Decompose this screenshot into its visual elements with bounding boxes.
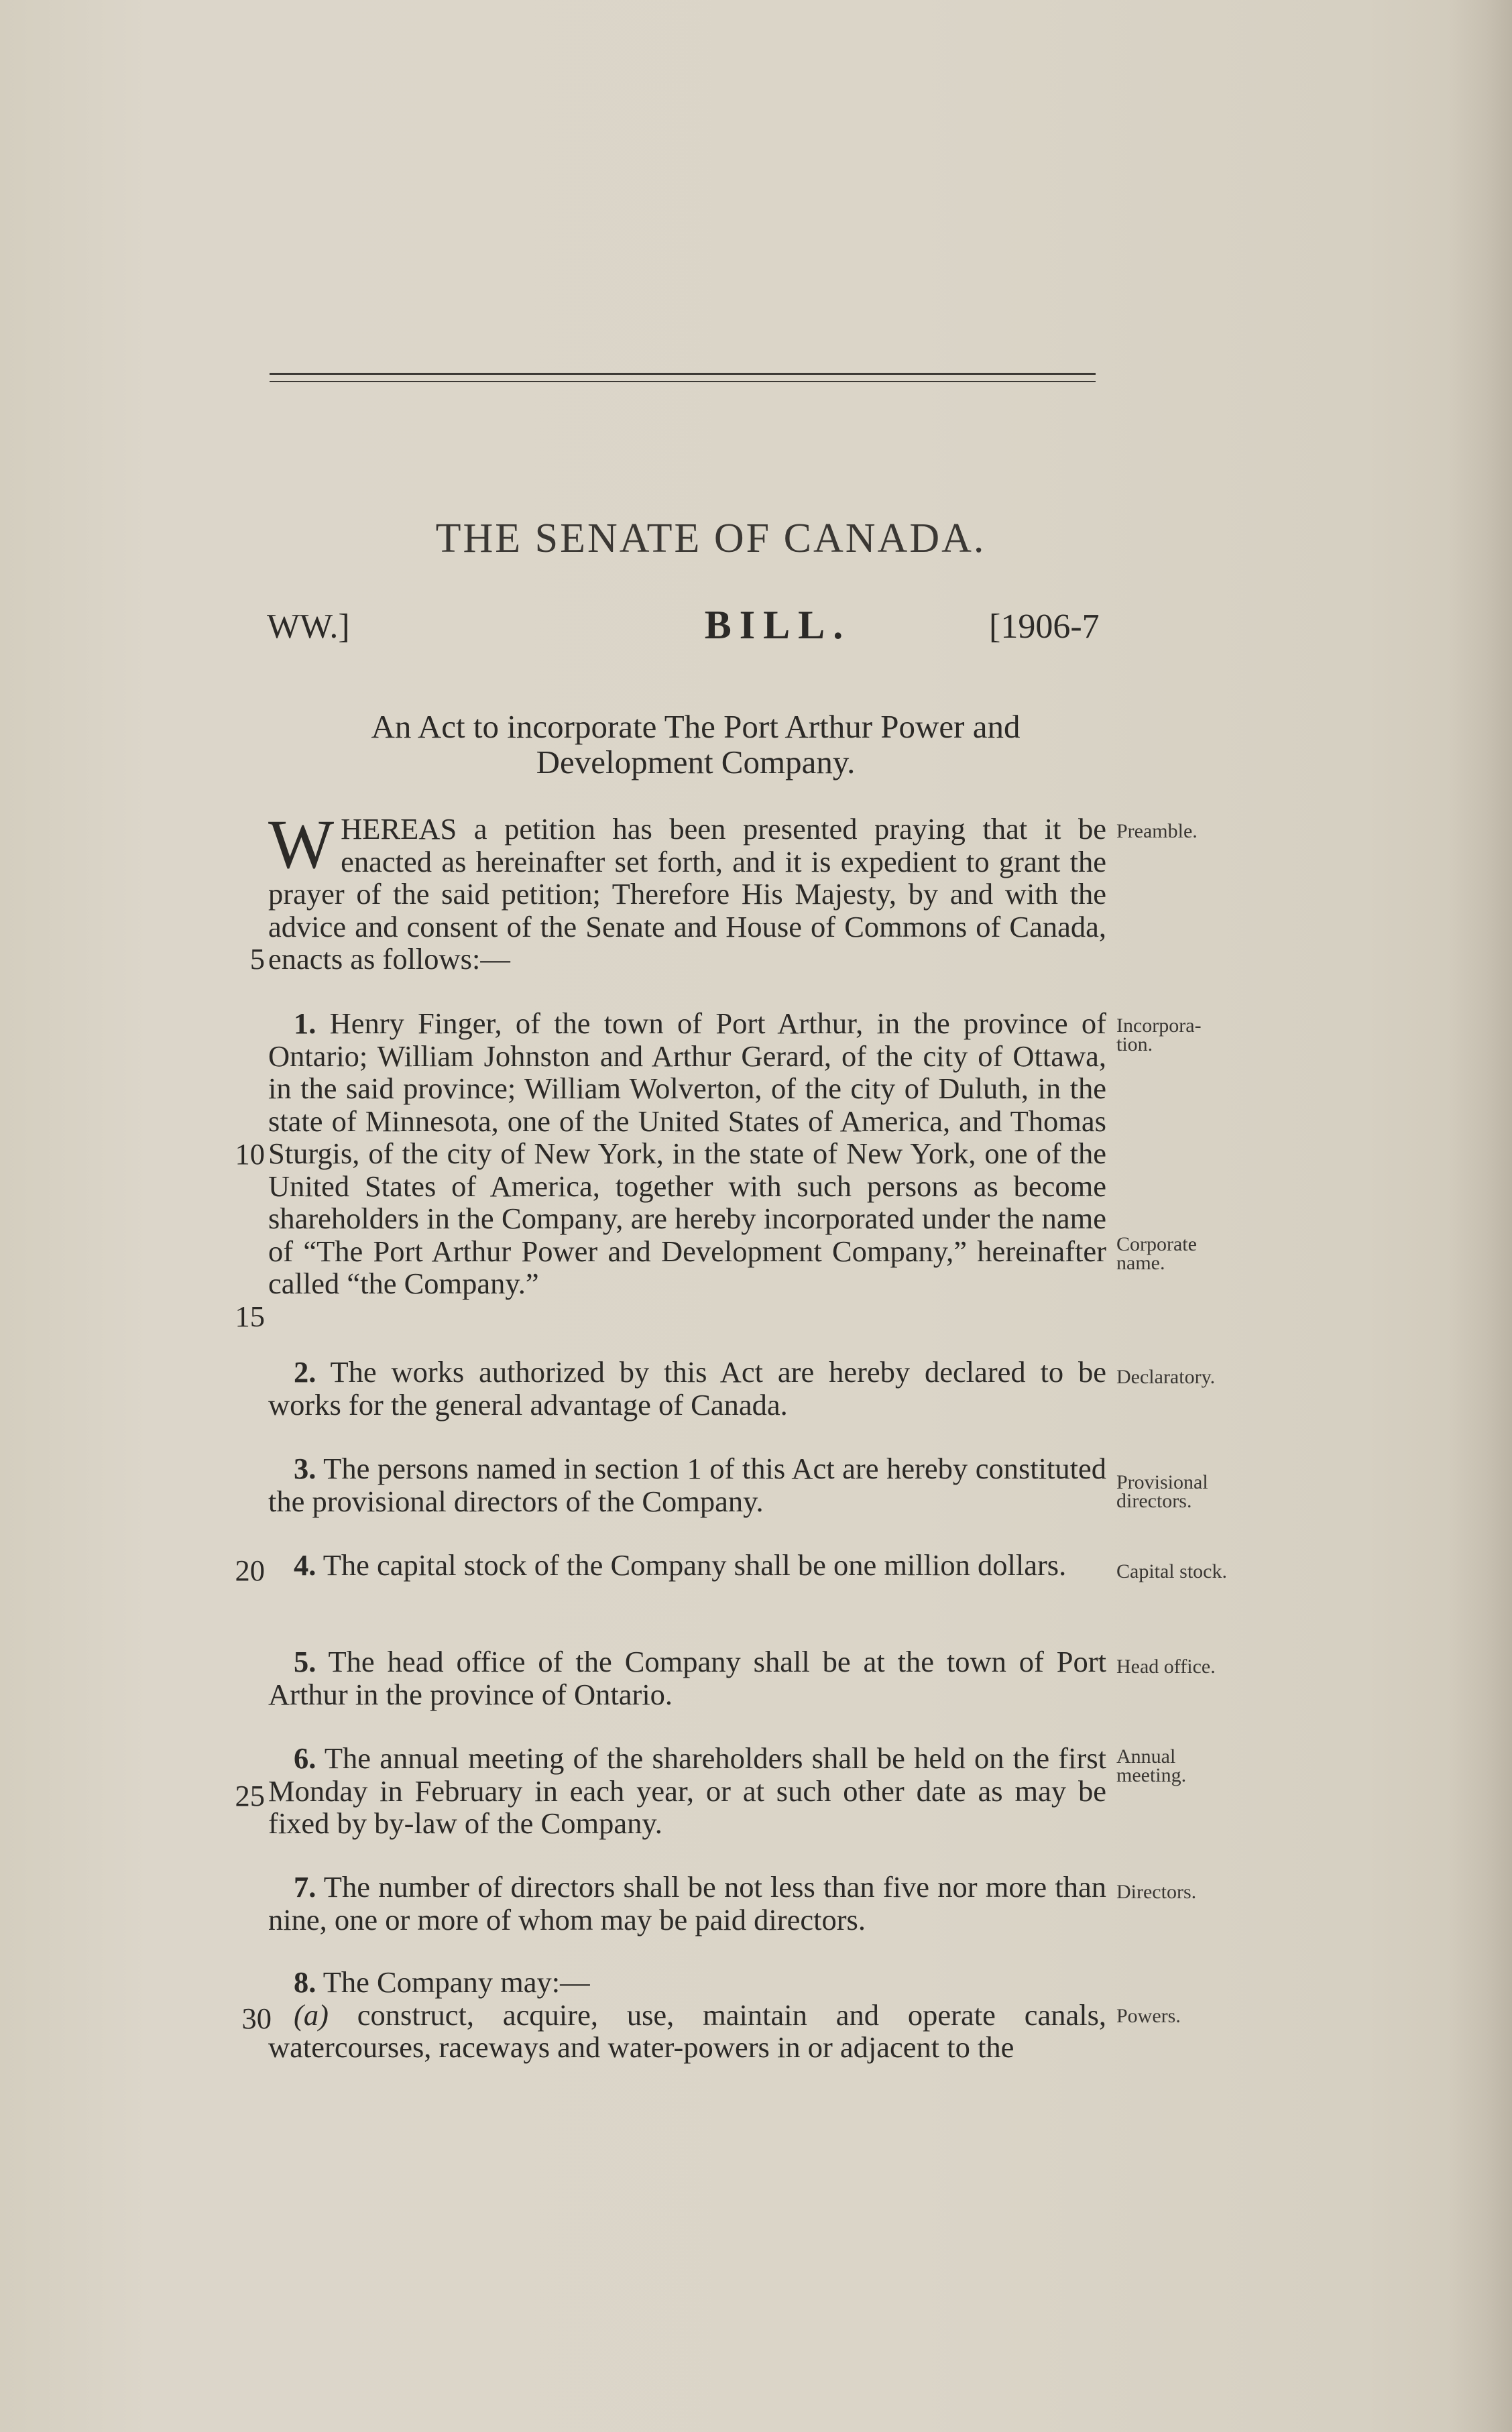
section-text: Henry Finger, of the town of Port Arthur, in the province of Ontario; William Johnston and Arthur Gerard, of the city of Ottawa, in the said province; William Wolverton, of the city of Duluth, in the state of Minnesota, one of the United States of America, and Thomas Sturgis, of the city of New York, in the state of New York, one of the United States of America, together with such persons as become shareholders in the Company, are hereby incorporated under the name of “The Port Arthur Power and Development Company,” hereinafter called “the Company.” [268,1006,1106,1300]
section-8 [268,1966,1106,2064]
marginal-note-head-office: Head office. [1116,1656,1216,1678]
section-text: The head office of the Company shall be at the town of Port Arthur in the province of Ontario. [268,1645,1106,1711]
bill-title-line-1: An Act to incorporate The Port Arthur Power and [371,708,1021,745]
marginal-note-declaratory: Declaratory. [1116,1366,1216,1388]
section-number: 5. [294,1645,316,1678]
header-rule-top [270,373,1096,375]
section-7 [268,1871,1106,1936]
section-text: The number of directors shall be not less than five nor more than nine, one or more of whom may be paid directors. [268,1870,1106,1936]
marginal-note-preamble: Preamble. [1116,820,1198,842]
bill-title-line-2: Development Company. [536,744,856,780]
preamble [268,806,1106,976]
section-text: The persons named in section 1 of this Act are hereby constituted the provisional directors of the Company. [268,1452,1106,1518]
marginal-note-capital-stock: Capital stock. [1116,1560,1227,1582]
line-number: 20 [235,1554,265,1587]
marginal-note-provisional-directors: Provisional directors. [1116,1471,1208,1512]
section-number: 7. [294,1870,316,1904]
page-edge-shadow [1448,0,1512,2432]
section-3 [268,1452,1106,1517]
line-number: 10 [235,1137,265,1171]
preamble-text: HEREAS a petition has been presented praying that it be enacted as hereinafter set forth, and it is expedient to grant the prayer of the said petition; Therefore His Majesty, by and with the advice and consent of the Senate and House of Commons of Canada, enacts as follows:— [268,812,1106,976]
marginal-note-corporate-name: Corporate name. [1116,1233,1197,1274]
section-number: 6. [294,1741,316,1775]
section-5 [268,1645,1106,1711]
bill-title [255,709,1137,780]
line-number: 15 [235,1299,265,1333]
marginal-note-directors: Directors. [1116,1881,1197,1903]
section-text: The works authorized by this Act are hereby declared to be works for the general advantage of Canada. [268,1355,1107,1422]
section-4 [268,1549,1106,1582]
bill-label: BILL. [704,603,852,647]
section-8-lead [268,1966,1106,1999]
line-number: 5 [249,942,265,976]
section-number: 4. [294,1548,316,1582]
subclause-label: (a) [294,1997,329,2032]
section-number: 2. [294,1355,316,1389]
section-number: 3. [294,1452,316,1485]
line-number: 25 [235,1779,265,1812]
section-text: The capital stock of the Company shall be one million dollars. [323,1548,1067,1582]
session-label: [1906-7 [989,607,1100,646]
header-rule-bottom [270,381,1096,382]
senate-heading: THE SENATE OF CANADA. [435,516,986,561]
section-text: The annual meeting of the shareholders shall be held on the first Monday in February in each year, or at such other date as may be fixed by by-law of the Company. [268,1741,1106,1840]
line-number: 30 [241,2002,272,2035]
drop-cap: W [268,806,335,883]
subclause-text: construct, acquire, use, maintain and operate canals, watercourses, raceways and water-powers in or adjacent to the [268,1997,1107,2064]
section-1 [268,1007,1106,1300]
section-6 [268,1742,1106,1840]
marginal-note-incorporation: Incorpora- tion. [1116,1015,1202,1055]
section-text: The Company may:— [323,1965,590,1999]
marginal-note-annual-meeting: Annual meeting. [1116,1745,1187,1786]
section-2 [268,1356,1106,1421]
marginal-note-powers: Powers. [1116,2005,1181,2027]
bill-code: WW.] [267,607,350,646]
section-8-subclause-a [268,1999,1106,2064]
section-number: 1. [294,1006,316,1040]
section-number: 8. [294,1965,316,1999]
